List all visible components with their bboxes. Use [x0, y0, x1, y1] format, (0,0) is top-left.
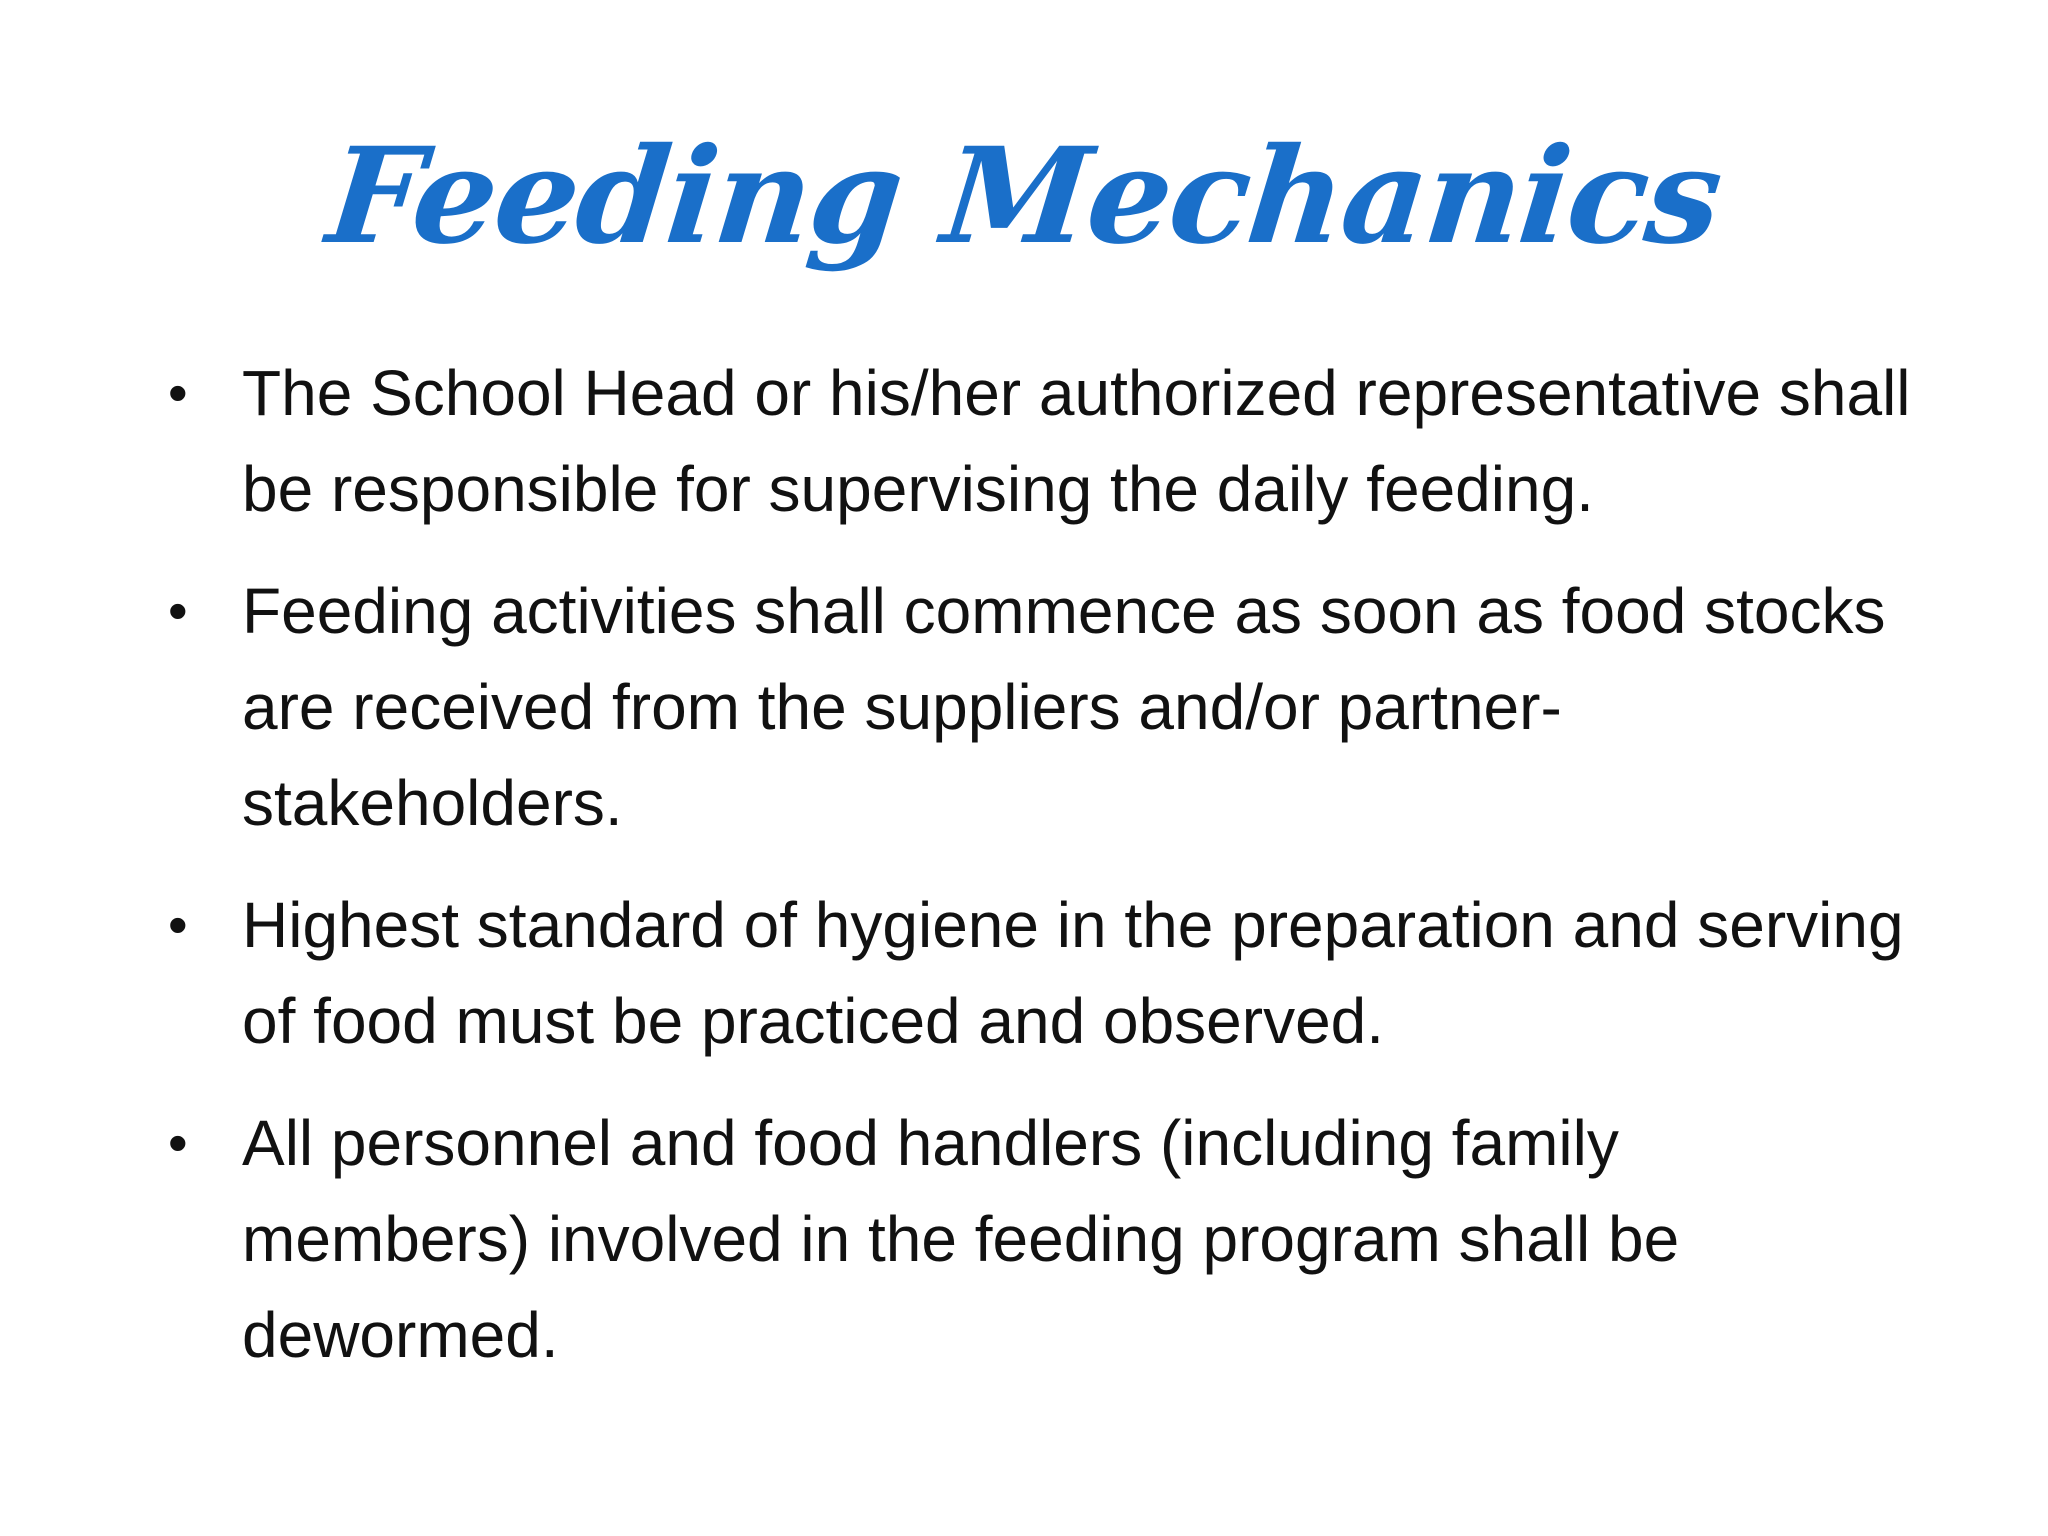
- bullet-text: Highest standard of hygiene in the preparation and serving of food must be practiced and observed.: [242, 889, 1904, 1057]
- bullet-dot-icon: •: [168, 361, 188, 424]
- bullet-text: All personnel and food handlers (including family members) involved in the feeding program shall be dewormed.: [242, 1107, 1680, 1371]
- bullet-list: [160, 345, 1920, 1409]
- bullet-dot-icon: •: [168, 1111, 188, 1174]
- bullet-item: [160, 877, 1920, 1069]
- bullet-item: [160, 1095, 1920, 1383]
- bullet-dot-icon: •: [168, 893, 188, 956]
- bullet-item: [160, 563, 1920, 851]
- slide-title: Feeding Mechanics: [320, 119, 1728, 274]
- bullet-text: Feeding activities shall commence as soon as food stocks are received from the suppliers and/or partner-stakeholders.: [242, 575, 1886, 839]
- bullet-item: [160, 345, 1920, 537]
- bullet-dot-icon: •: [168, 579, 188, 642]
- bullet-text: The School Head or his/her authorized representative shall be responsible for supervising the daily feeding.: [242, 357, 1911, 525]
